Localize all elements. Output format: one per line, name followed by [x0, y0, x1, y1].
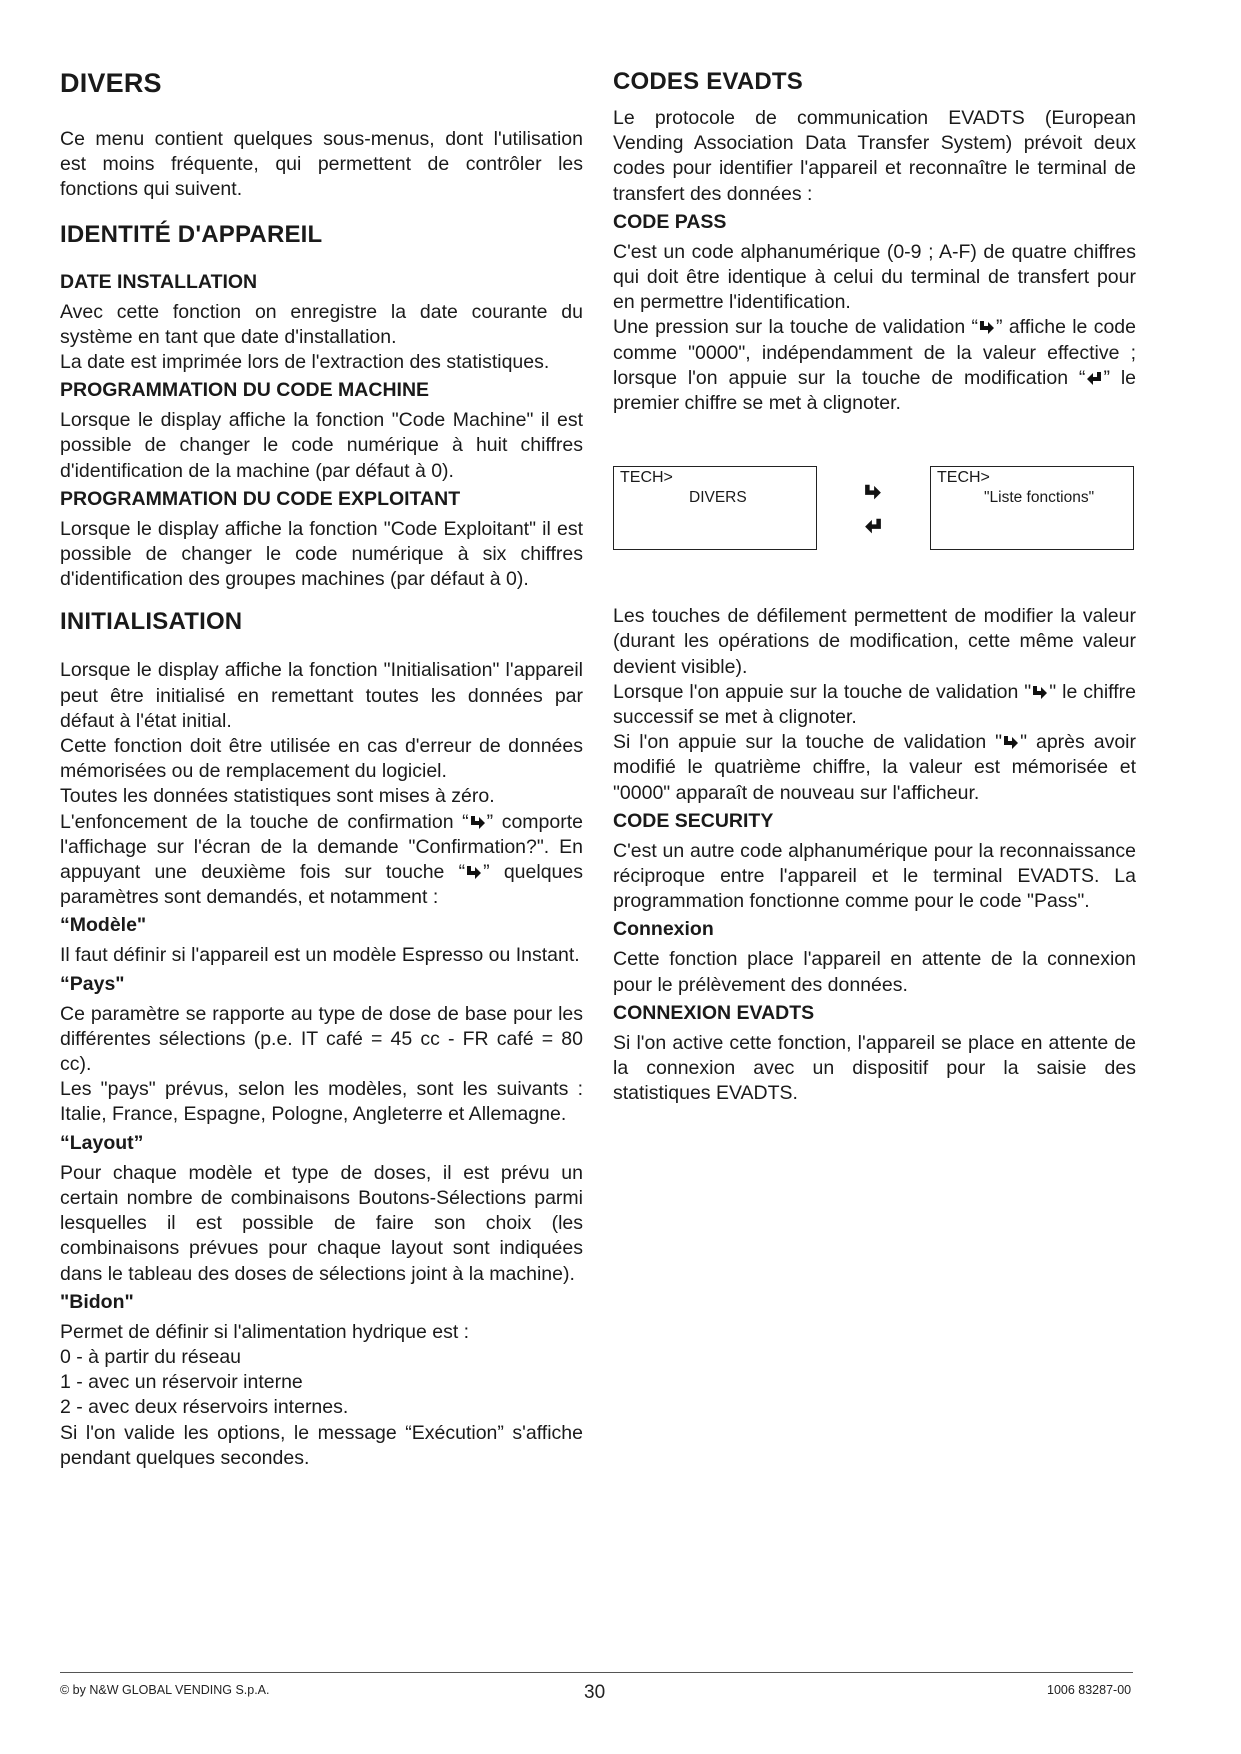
enter-key-icon [1032, 685, 1048, 700]
init-paragraph-1: Lorsque le display affiche la fonction "Initialisation" l'appareil peut être initialisé en remettant toutes les données par défaut à l'état initial. [60, 659, 583, 732]
date-paragraph-2: La date est imprimée lors de l'extraction des statistiques. [60, 351, 550, 374]
text-run: ” le premier chiffre se met à clignoter. [613, 366, 1136, 415]
heading-connexion-evadts: CONNEXION EVADTS [613, 1001, 815, 1024]
display-navigation-diagram [613, 466, 1136, 606]
code-pass-paragraph-1: C'est un code alphanumérique (0-9 ; A-F) de quatre chiffres qui doit être identique à celui du terminal de transfert pour en permettre l'identification. [613, 240, 1136, 314]
display-line-2: DIVERS [689, 489, 747, 507]
bidon-line-1: Permet de définir si l'alimentation hydrique est : [60, 1320, 470, 1343]
heading-code-pass: CODE PASS [613, 210, 727, 233]
display-screen-divers [613, 466, 817, 550]
heading-code-machine: PROGRAMMATION DU CODE MACHINE [60, 379, 430, 402]
bidon-line-2: 0 - à partir du réseau [60, 1345, 242, 1368]
modify-key-icon [1086, 371, 1102, 386]
right-column [613, 60, 1136, 1110]
page-number: 30 [584, 1682, 606, 1703]
text-run: Si l'on appuie sur la touche de validation " [613, 731, 1003, 754]
heading-date-installation: DATE INSTALLATION [60, 270, 258, 293]
left-column [60, 60, 583, 1471]
modify-key-icon [864, 517, 882, 535]
heading-code-security: CODE SECURITY [613, 809, 774, 832]
connexion-evadts-paragraph: Si l'on active cette fonction, l'appareil se place en attente de la connexion avec un dispositif pour la saisie des statistiques EVADTS. [613, 1031, 1136, 1105]
enter-key-icon [979, 320, 995, 335]
heading-connexion: Connexion [613, 918, 714, 941]
init-paragraph-4 [60, 810, 583, 911]
text-run: ” affiche le code comme "0000", indépendamment de la valeur effective ; lorsque l'on appuie sur la touche de modification “ [613, 316, 1136, 389]
bidon-line-4: 2 - avec deux réservoirs internes. [60, 1396, 349, 1419]
heading-modele: “Modèle" [60, 914, 147, 937]
scroll-keys-paragraph: Les touches de défilement permettent de modifier la valeur (durant les opérations de modification, cette même valeur devient visible). [613, 605, 1136, 678]
display-line-1: TECH> [937, 469, 990, 487]
intro-paragraph: Ce menu contient quelques sous-menus, dont l'utilisation est moins fréquente, qui permettent de contrôler les fonctions qui suivent. [60, 128, 583, 201]
pays-paragraph-2: Les "pays" prévus, selon les modèles, sont les suivants : Italie, France, Espagne, Pologne, Angleterre et Allemagne. [60, 1078, 583, 1126]
enter-key-icon [1003, 735, 1019, 750]
modele-paragraph: Il faut définir si l'appareil est un modèle Espresso ou Instant. [60, 944, 580, 967]
code-security-paragraph: C'est un autre code alphanumérique pour la reconnaissance réciproque entre l'appareil et le terminal EVADTS. La programmation fonctionne comme pour le code "Pass". [613, 839, 1136, 913]
heading-pays: “Pays" [60, 972, 125, 995]
enter-key-icon [864, 483, 882, 501]
section-title-codes-evadts: CODES EVADTS [613, 68, 803, 95]
display-line-1: TECH> [620, 469, 673, 487]
section-title-divers: DIVERS [60, 68, 162, 98]
validation-paragraph-1 [613, 680, 1136, 730]
footer-copyright: © by N&W GLOBAL VENDING S.p.A. [60, 1683, 270, 1697]
heading-layout: “Layout” [60, 1131, 144, 1154]
pays-paragraph-1: Ce paramètre se rapporte au type de dose de base pour les différentes sélections (p.e. IT café = 45 cc - FR café = 80 cc). [60, 1002, 583, 1076]
code-machine-paragraph: Lorsque le display affiche la fonction "Code Machine" il est possible de changer le code numérique à huit chiffres d'identification de la machine (par défaut à 0). [60, 409, 583, 482]
footer-doc-code: 1006 83287-00 [1047, 1683, 1132, 1697]
validation-paragraph-2 [613, 730, 1136, 806]
heading-identite: IDENTITÉ D'APPAREIL [60, 220, 323, 248]
display-screen-liste-fonctions [930, 466, 1134, 550]
text-run: L'enfoncement de la touche de confirmation “ [60, 810, 469, 833]
text-run: " le chiffre successif se met à clignoter. [613, 680, 1136, 729]
heading-code-exploitant: PROGRAMMATION DU CODE EXPLOITANT [60, 487, 461, 510]
connexion-paragraph: Cette fonction place l'appareil en attente de la connexion pour le prélèvement des données. [613, 948, 1136, 996]
text-run: " après avoir modifié le quatrième chiffre, la valeur est mémorisée et "0000" apparaît de nouveau sur l'afficheur. [613, 731, 1136, 804]
init-paragraph-3: Toutes les données statistiques sont mises à zéro. [60, 785, 495, 808]
enter-key-icon [470, 815, 486, 830]
text-run: Une pression sur la touche de validation “ [613, 316, 979, 339]
bidon-line-5: Si l'on valide les options, le message “Exécution” s'affiche pendant quelques secondes. [60, 1421, 583, 1469]
init-paragraph-2: Cette fonction doit être utilisée en cas d'erreur de données mémorisées ou de remplacement du logiciel. [60, 735, 583, 783]
enter-key-icon [466, 865, 482, 880]
footer-divider [60, 1672, 1133, 1673]
date-paragraph-1: Avec cette fonction on enregistre la date courante du système en tant que date d'installation. [60, 300, 583, 348]
text-run: Lorsque l'on appuie sur la touche de validation " [613, 680, 1032, 703]
text-run: ” quelques paramètres sont demandés, et notamment : [60, 861, 583, 909]
evadts-intro-paragraph: Le protocole de communication EVADTS (European Vending Association Data Transfer System) prévoit deux codes pour identifier l'appareil et reconnaître le terminal de transfert des données : [613, 107, 1136, 205]
bidon-line-3: 1 - avec un réservoir interne [60, 1371, 303, 1394]
code-pass-paragraph-2 [613, 315, 1136, 416]
text-run: ” comporte l'affichage sur l'écran de la demande "Confirmation?". En appuyant une deuxième fois sur touche “ [60, 810, 583, 884]
heading-bidon: "Bidon" [60, 1290, 134, 1313]
layout-paragraph: Pour chaque modèle et type de doses, il est prévu un certain nombre de combinaisons Boutons-Sélections parmi lesquelles il est possible de faire son choix (les combinaisons prévues pour chaque layout sont indiquées dans le tableau des doses de sélections joint à la machine). [60, 1161, 583, 1285]
heading-initialisation: INITIALISATION [60, 608, 243, 636]
code-exploitant-paragraph: Lorsque le display affiche la fonction "Code Exploitant" il est possible de changer le code numérique à six chiffres d'identification des groupes machines (par défaut à 0). [60, 517, 583, 591]
display-line-2: "Liste fonctions" [984, 489, 1095, 507]
